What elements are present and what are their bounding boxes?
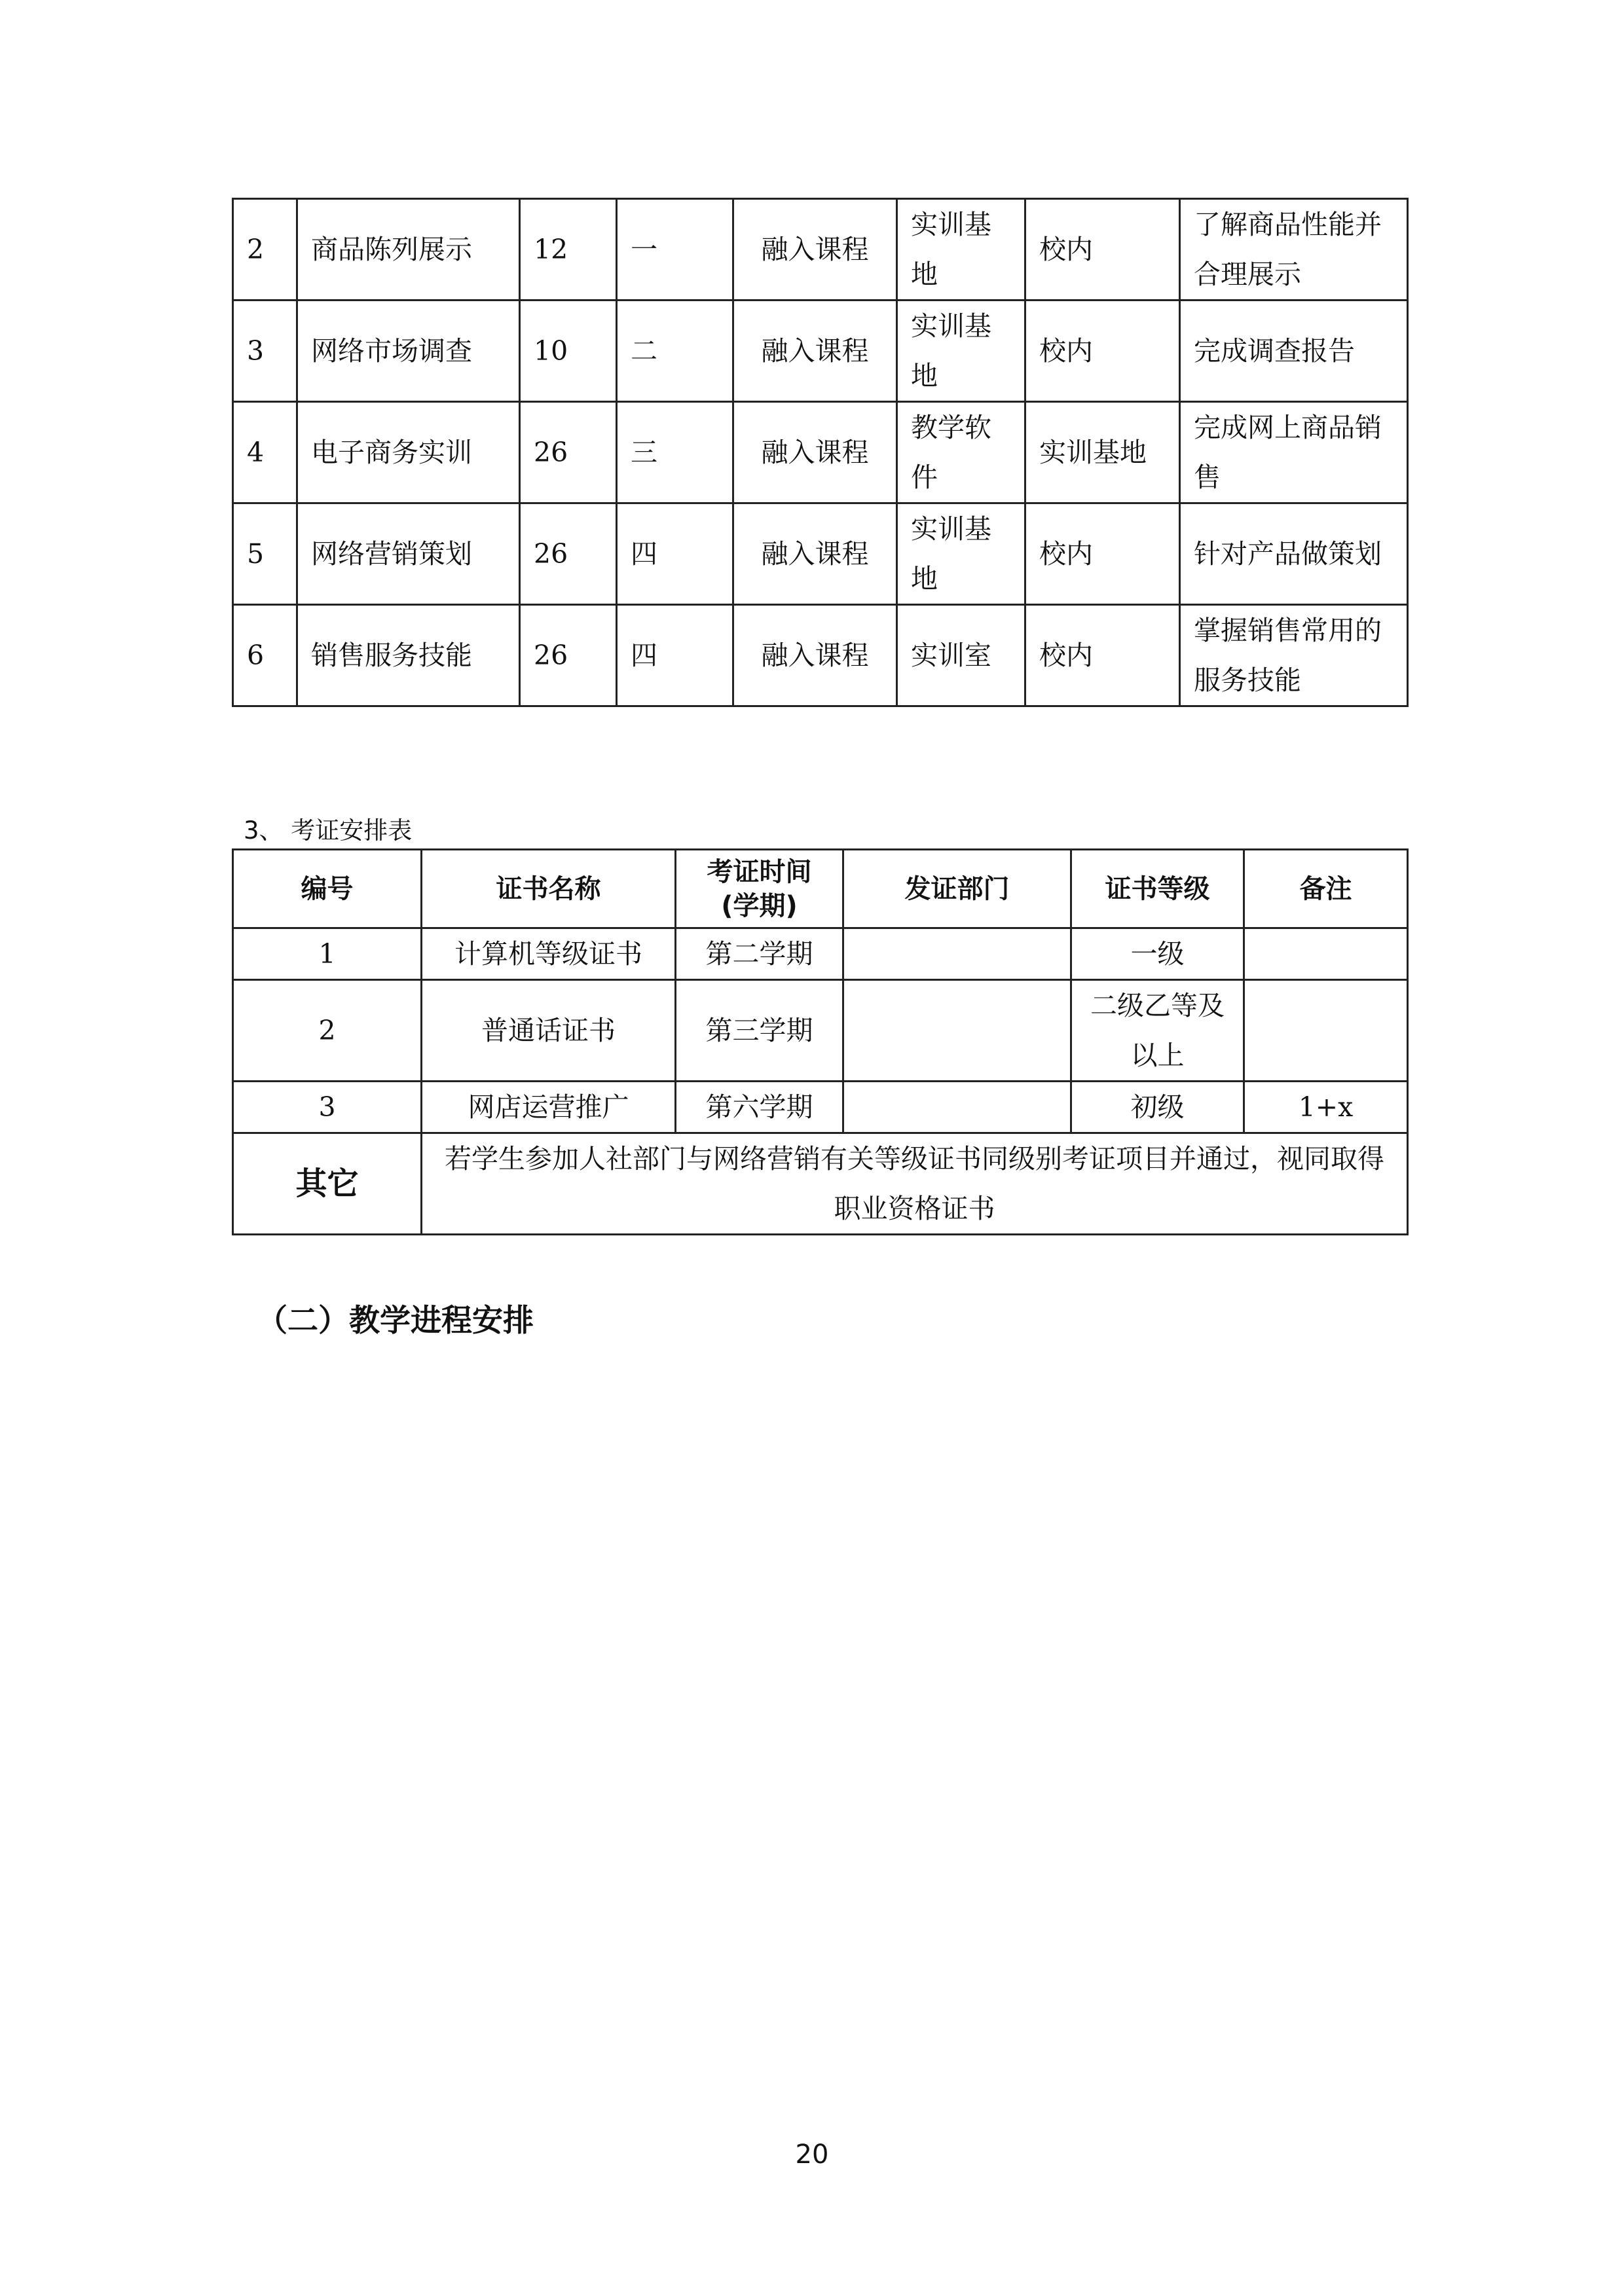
section-heading: （二）教学进程安排 — [257, 1303, 534, 1339]
goal: 完成调查报告 — [1180, 301, 1408, 402]
term: 二 — [617, 301, 733, 402]
training-name: 销售服务技能 — [297, 605, 520, 706]
table-row — [233, 402, 1408, 503]
goal: 了解商品性能并合理展示 — [1180, 199, 1408, 301]
form: 融入课程 — [733, 402, 897, 503]
term: 四 — [617, 605, 733, 706]
cert-level: 一级 — [1071, 928, 1244, 980]
form: 融入课程 — [733, 301, 897, 402]
cert-time: 第二学期 — [676, 928, 843, 980]
place: 校内 — [1025, 605, 1180, 706]
term: 一 — [617, 199, 733, 301]
cert-dept — [843, 1082, 1071, 1133]
cert-name: 网店运营推广 — [422, 1082, 676, 1133]
table-row — [233, 605, 1408, 706]
row-number: 2 — [233, 199, 297, 301]
table-row — [233, 199, 1408, 301]
training-name: 网络市场调查 — [297, 301, 520, 402]
table-row — [233, 928, 1408, 980]
form: 融入课程 — [733, 199, 897, 301]
table-row-other — [233, 1133, 1408, 1235]
form: 融入课程 — [733, 503, 897, 605]
practical-training-table — [232, 198, 1409, 707]
cert-name: 计算机等级证书 — [422, 928, 676, 980]
table-row — [233, 980, 1408, 1082]
header-level: 证书等级 — [1071, 850, 1244, 928]
certificate-table — [232, 848, 1409, 1235]
hours: 12 — [520, 199, 617, 301]
other-text: 若学生参加人社部门与网络营销有关等级证书同级别考证项目并通过，视同取得职业资格证书 — [422, 1133, 1408, 1235]
place: 校内 — [1025, 503, 1180, 605]
table-row — [233, 301, 1408, 402]
table-row — [233, 1082, 1408, 1133]
other-label: 其它 — [233, 1133, 422, 1235]
cert-note: 1+x — [1244, 1082, 1408, 1133]
header-no: 编号 — [233, 850, 422, 928]
training-name: 网络营销策划 — [297, 503, 520, 605]
place: 实训基地 — [1025, 402, 1180, 503]
hours: 10 — [520, 301, 617, 402]
training-name: 商品陈列展示 — [297, 199, 520, 301]
cert-dept — [843, 980, 1071, 1082]
resource: 实训基地 — [897, 199, 1025, 301]
row-number: 6 — [233, 605, 297, 706]
hours: 26 — [520, 402, 617, 503]
row-number: 4 — [233, 402, 297, 503]
header-note: 备注 — [1244, 850, 1408, 928]
place: 校内 — [1025, 199, 1180, 301]
cert-no: 1 — [233, 928, 422, 980]
resource: 实训室 — [897, 605, 1025, 706]
hours: 26 — [520, 503, 617, 605]
table-row — [233, 503, 1408, 605]
resource: 教学软件 — [897, 402, 1025, 503]
cert-note — [1244, 928, 1408, 980]
row-number: 3 — [233, 301, 297, 402]
cert-time: 第六学期 — [676, 1082, 843, 1133]
header-name: 证书名称 — [422, 850, 676, 928]
cert-name: 普通话证书 — [422, 980, 676, 1082]
resource: 实训基地 — [897, 301, 1025, 402]
term: 三 — [617, 402, 733, 503]
training-name: 电子商务实训 — [297, 402, 520, 503]
cert-table-caption: 3、 考证安排表 — [244, 816, 413, 845]
cert-no: 2 — [233, 980, 422, 1082]
header-time: 考证时间(学期) — [676, 850, 843, 928]
cert-level: 二级乙等及以上 — [1071, 980, 1244, 1082]
table-header-row — [233, 850, 1408, 928]
cert-no: 3 — [233, 1082, 422, 1133]
resource: 实训基地 — [897, 503, 1025, 605]
goal: 针对产品做策划 — [1180, 503, 1408, 605]
row-number: 5 — [233, 503, 297, 605]
cert-dept — [843, 928, 1071, 980]
goal: 完成网上商品销售 — [1180, 402, 1408, 503]
cert-time: 第三学期 — [676, 980, 843, 1082]
place: 校内 — [1025, 301, 1180, 402]
hours: 26 — [520, 605, 617, 706]
page-number: 20 — [795, 2140, 829, 2170]
cert-note — [1244, 980, 1408, 1082]
term: 四 — [617, 503, 733, 605]
cert-level: 初级 — [1071, 1082, 1244, 1133]
goal: 掌握销售常用的服务技能 — [1180, 605, 1408, 706]
form: 融入课程 — [733, 605, 897, 706]
header-dept: 发证部门 — [843, 850, 1071, 928]
